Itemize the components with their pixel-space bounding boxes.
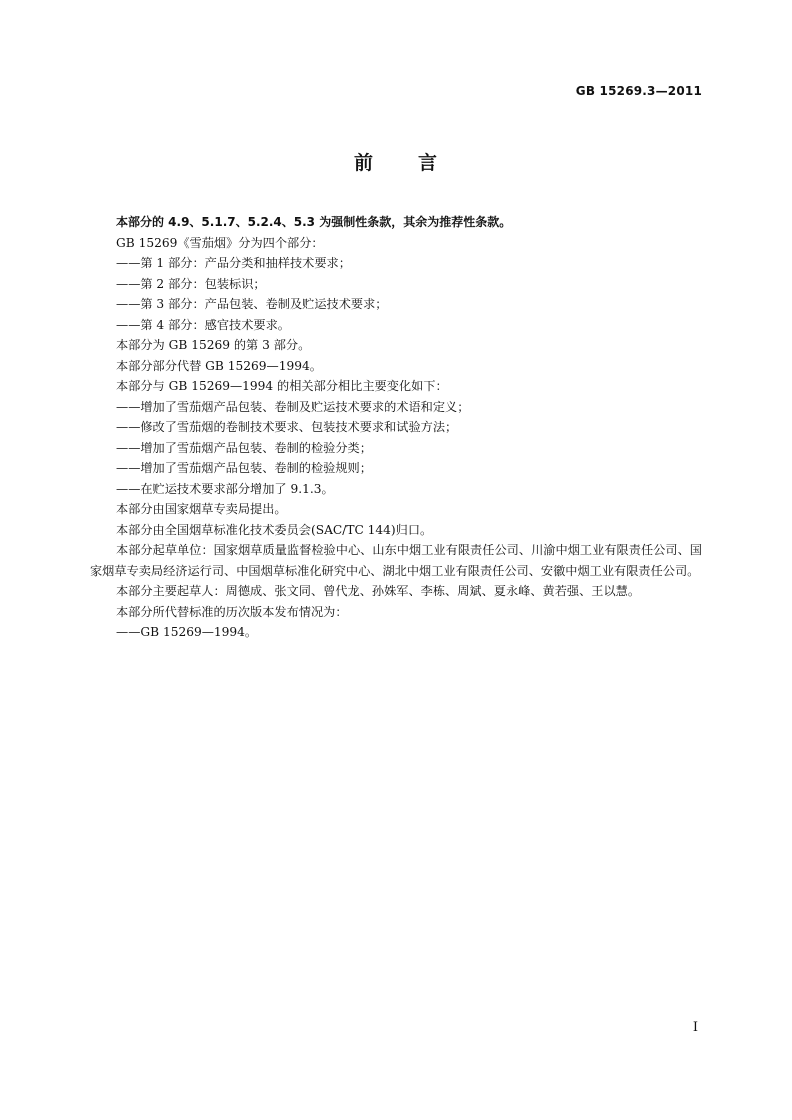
paragraph: 本部分为 GB 15269 的第 3 部分。 [116, 338, 311, 352]
title-char-1: 前 [353, 152, 374, 174]
list-item: ——在贮运技术要求部分增加了 9.1.3。 [116, 481, 334, 496]
paragraph: 本部分与 GB 15269—1994 的相关部分相比主要变化如下： [116, 379, 448, 393]
list-item: ——增加了雪茄烟产品包装、卷制的检验分类； [116, 440, 372, 455]
paragraph: 本部分所代替标准的历次版本发布情况为： [116, 604, 348, 619]
list-item: ——修改了雪茄烟的卷制技术要求、包装技术要求和试验方法； [116, 420, 458, 434]
paragraph: GB 15269《雪茄烟》分为四个部分： [116, 235, 324, 250]
list-item: ——第 1 部分：产品分类和抽样技术要求； [116, 256, 351, 270]
title-char-2: 言 [418, 152, 439, 174]
list-item: ——第 3 部分：产品包装、卷制及贮运技术要求； [116, 297, 388, 311]
page-title [0, 148, 792, 175]
list-item: ——增加了雪茄烟产品包装、卷制的检验规则； [116, 461, 372, 475]
mandatory-clauses-statement: 本部分的 4.9、5.1.7、5.2.4、5.3 为强制性条款，其余为推荐性条款。 [116, 215, 512, 229]
paragraph: 本部分部分代替 GB 15269—1994。 [116, 358, 322, 373]
drafters-paragraph: 本部分主要起草人：周德成、张文同、曾代龙、孙姝军、李栋、周斌、夏永峰、黄若强、王以慧。 [116, 584, 641, 598]
paragraph: 本部分由国家烟草专卖局提出。 [116, 502, 287, 516]
list-item: ——第 2 部分：包装标识； [116, 276, 266, 291]
list-item: ——增加了雪茄烟产品包装、卷制及贮运技术要求的术语和定义； [116, 399, 470, 414]
foreword-body [90, 212, 702, 643]
standard-number: GB 15269.3—2011 [575, 84, 702, 98]
paragraph: 本部分由全国烟草标准化技术委员会(SAC/TC 144)归口。 [116, 522, 433, 537]
page-number: I [692, 1020, 698, 1035]
list-item: ——GB 15269—1994。 [116, 625, 258, 639]
list-item: ——第 4 部分：感官技术要求。 [116, 317, 290, 332]
drafting-units-paragraph: 本部分起草单位：国家烟草质量监督检验中心、山东中烟工业有限责任公司、川渝中烟工业有限责任公司、国家烟草专卖局经济运行司、中国烟草标准化研究中心、湖北中烟工业有限责任公司、安徽中烟工业有限责任公司。 [90, 543, 702, 578]
